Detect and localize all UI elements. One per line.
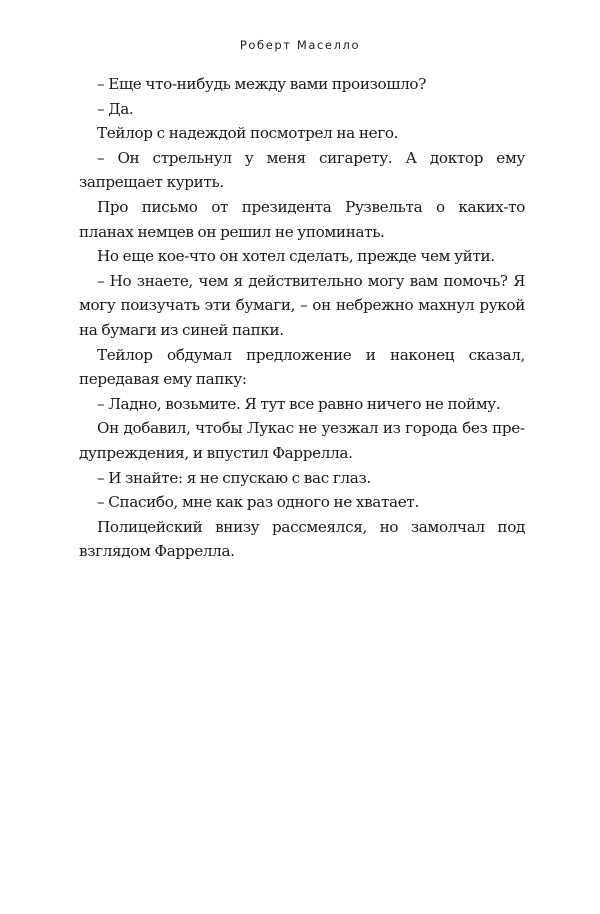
body-text xyxy=(79,72,525,564)
running-head: Роберт Маселло xyxy=(239,38,361,52)
paragraph: – И знайте: я не спускаю с вас глаз. xyxy=(97,468,371,487)
paragraph: – Он стрельнул у меня сигарету. А доктор ему запрещает курить. xyxy=(79,148,525,192)
paragraph: – Спасибо, мне как раз одного не хватает. xyxy=(97,493,419,512)
paragraph: Но еще кое-что он хотел сделать, прежде чем уйти. xyxy=(97,247,495,266)
paragraph: Тейлор с надеждой посмотрел на него. xyxy=(97,124,399,143)
paragraph: – Да. xyxy=(97,99,134,118)
paragraph: Полицейский внизу рассмеялся, но замолчал под взглядом Фаррелла. xyxy=(79,517,525,561)
paragraph: Про письмо от президента Рузвельта о каких-то планах немцев он решил не упоминать. xyxy=(79,197,525,241)
paragraph: Тейлор обдумал предложение и наконец сказал, передавая ему папку: xyxy=(79,345,525,389)
paragraph: – Еще что-нибудь между вами произошло? xyxy=(97,75,426,93)
paragraph: Он добавил, чтобы Лукас не уезжал из города без предупреждения, и впустил Фаррелла. xyxy=(79,419,525,462)
paragraph: – Но знаете, чем я действительно могу вам помочь? Я могу поизучать эти бумаги, – он небрежно махнул рукой на бумаги из синей папки. xyxy=(79,271,525,339)
paragraph: – Ладно, возьмите. Я тут все равно ничего не пойму. xyxy=(97,394,501,413)
